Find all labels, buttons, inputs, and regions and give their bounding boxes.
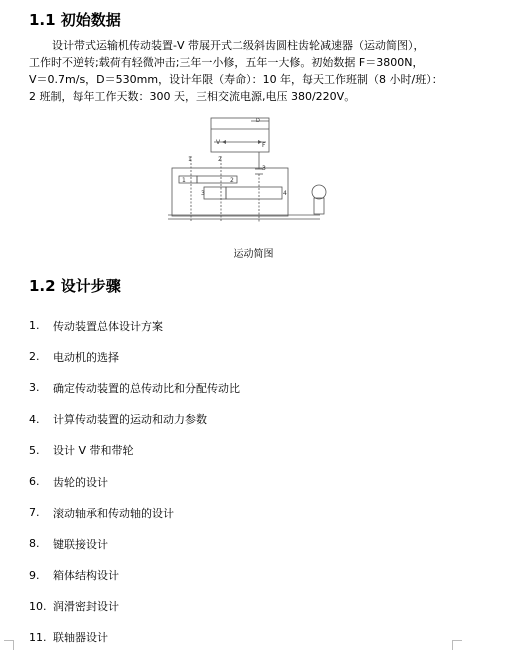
list-item-text: 齿轮的设计 [53,475,108,489]
list-item-number: 5. [29,443,40,457]
paragraph-line: V＝0.7m/s，D＝530mm，设计年限（寿命）：10 年，每天工作班制（8 小时/班）： [29,73,443,86]
conveyor-drum [211,118,269,152]
gear-4 [226,187,282,199]
gear-2-label: 2 [230,177,234,184]
list-item-number: 4. [29,412,40,426]
velocity-label: V [216,139,221,146]
list-item-number: 10. [29,599,47,613]
gear-3-label: 3 [201,190,205,197]
initial-data-paragraph [29,37,484,105]
list-item [29,622,489,653]
list-item [29,497,489,528]
list-item-number: 7. [29,506,40,520]
design-steps-list [29,310,489,653]
list-item [29,404,489,435]
kinematic-diagram [164,114,346,232]
list-item [29,435,489,466]
list-item-number: 9. [29,568,40,582]
list-item-text: 键联接设计 [53,537,108,551]
motor-body [314,198,324,214]
list-item-text: 箱体结构设计 [53,569,119,583]
list-item [29,591,489,622]
section-heading-design-steps: 1.2 设计步骤 [29,277,121,295]
gear-4-label: 4 [283,190,287,197]
motor-icon [312,185,326,199]
list-item-number: 2. [29,350,40,364]
paragraph-line: 设计带式运输机传动装置-V 带展开式二级斜齿圆柱齿轮减速器（运动简图）， [52,39,425,52]
list-item [29,341,489,372]
gearbox-housing [172,168,288,216]
list-item-text: 润滑密封设计 [53,600,119,614]
list-item-number: 6. [29,475,40,489]
list-item [29,466,489,497]
list-item-text: 联轴器设计 [53,631,108,645]
arrow-left-icon [222,140,226,144]
list-item [29,560,489,591]
list-item-text: 设计 V 带和带轮 [53,444,134,458]
list-item-text: 电动机的选择 [53,350,119,364]
force-label: F [262,142,266,149]
shaft-1-label: 1 [188,156,192,163]
list-item-number: 1. [29,319,40,333]
list-item-text: 计算传动装置的运动和动力参数 [53,413,207,427]
paragraph-line: 2 班制，每年工作天数：300 天，三相交流电源,电压 380/220V。 [29,90,356,103]
paragraph-line: 工作时不逆转;载荷有轻微冲击;三年一小修，五年一大修。初始数据 F＝3800N， [29,56,424,69]
shaft-2-label: 2 [218,156,222,163]
list-item [29,528,489,559]
list-item-number: 11. [29,630,47,644]
shaft-3-label: 3 [262,165,266,172]
list-item-text: 滚动轴承和传动轴的设计 [53,506,174,520]
list-item [29,310,489,341]
list-item [29,372,489,403]
gear-3 [204,187,226,199]
section-heading-initial-data: 1.1 初始数据 [29,11,121,29]
list-item-number: 3. [29,381,40,395]
gear-1-label: 1 [182,177,186,184]
list-item-number: 8. [29,537,40,551]
list-item-text: 传动装置总体设计方案 [53,319,163,333]
list-item-text: 确定传动装置的总传动比和分配传动比 [53,381,240,395]
diameter-label: D [256,118,260,124]
figure-caption: 运动简图 [233,249,274,260]
